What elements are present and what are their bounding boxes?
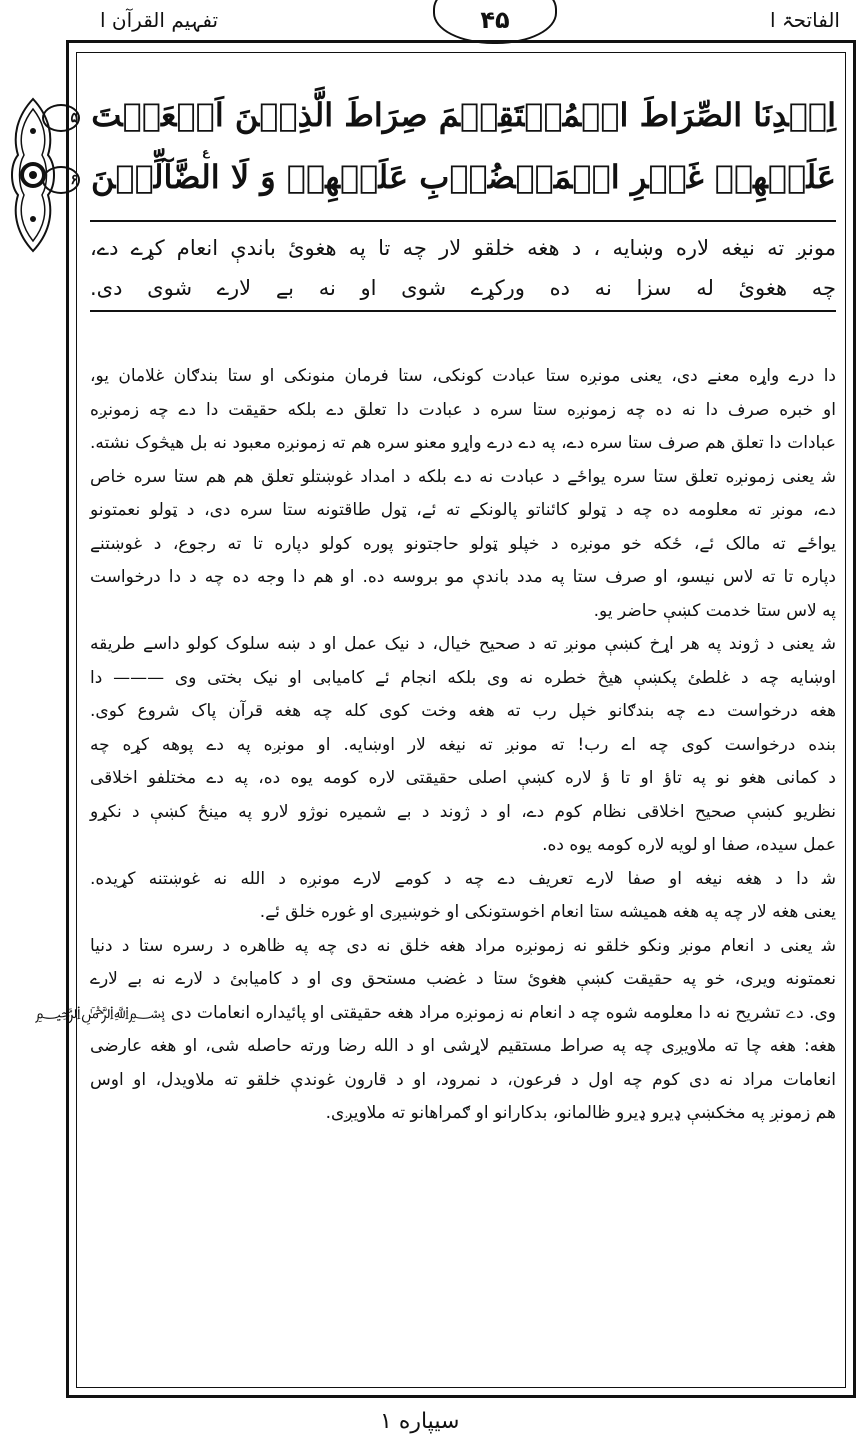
commentary-line: د کمانی هغو نو په تاؤ او تا ؤ لاره کښې اصلی حقیقتی لاره کومه یوه ده، په دے مختلفو اخلاقی [90, 768, 836, 788]
page-number-badge [433, 0, 557, 44]
commentary-line: ﺷ دا د هغه نیغه او صفا لارے تعریف دے چه د کومے لارے مونږه د الله نه غوښتنه کړیده. [90, 868, 836, 889]
verse-text-1: اِھۡدِنَا الصِّرَاطَ الۡمُسۡتَقِیۡمَ صِرَاطَ الَّذِیۡنَ اَنۡعَمۡتَ [91, 96, 836, 134]
commentary-line: او خبره صرف دا نه ده چه زمونږه ستا سره د عبادت دا تعلق دے بلکه حقیقت دا دے چه زمونږه [90, 399, 836, 420]
commentary-line: دا درے واړه معنے دی، یعنی مونږه ستا عبادت کونکی، ستا فرمان منونکی او ستا بندګان غلامان یو، [90, 366, 836, 386]
page-footer [0, 1405, 864, 1445]
commentary-line: ﺷ یعنی زمونږه تعلق ستا سره یواځے د عبادت نه دے بلکه د امداد غوښتلو تعلق هم هم ستا سره خاص [90, 466, 836, 487]
commentary-line: دے، مونږ ته معلومه ده چه د ټولو کائناتو پالونکے ته ئے، ټول طاقتونه ستا سره دی، د ټولو نعمتونو [90, 500, 836, 520]
quran-verse-block [70, 84, 836, 222]
page-header [0, 0, 864, 40]
commentary-line: ﺷ یعنی د ژوند په هر اړخ کښې مونږ ته د صحیح خیال، د نیک عمل او د ښه سلوک کولو داسے طریقه [90, 634, 836, 654]
translation-block [90, 228, 836, 312]
commentary-line: هغه: هغه چا ته ملاویږی چه په صراط مستقیم لاړشی او د الله رضا ورته حاصله شی، او هغه عارضی [90, 1036, 836, 1056]
surah-title: الفاتحۃ ا [770, 8, 840, 32]
commentary-line: انعامات مراد نه دی کوم چه اول د فرعون، د نمرود، او د قارون غوندې خلقو ته ملاویدل، او اوس [90, 1069, 836, 1090]
commentary-line: بنده درخواست کوی چه اے رب! ته مونږ ته نیغه لار اوښایه. او مونږه په دے پوهه کړه چه [90, 734, 836, 755]
commentary-line: هغه درخواست دے چه بندګانو خپل رب ته هغه وخت کوی کله چه هغه قرآن پاک شروع کوی. [90, 701, 836, 721]
commentary-line: نظریو کښې صحیح اخلاقی نظام کوم دے، او د ژوند د بے شمیره نوژو لارو په مینځ کښې د نکړو [90, 801, 836, 822]
verse-text-2: عَلَیۡھِمۡ غَیۡرِ الۡمَغۡضُوۡبِ عَلَیۡھِمۡ وَ لَا الضَّآلِّیۡنَ [91, 158, 836, 196]
translation-line-1: مونږ ته نیغه لاره وښایه ، د هغه خلقو لار چه تا په هغوئ باندې انعام کړے دے، [90, 236, 836, 260]
commentary-line: دپاره تا ته لاس نیسو، او صرف ستا په مدد باندې مو بروسه ده. او هم دا وجه ده چه د دا درخواست [90, 567, 836, 587]
verse-end-marker-5: ۵ [42, 104, 80, 132]
commentary-line: یعنی هغه لار چه په هغه همیشه ستا انعام اخوستونکی او خوښیږی او غوره خلق ئے. [259, 902, 836, 922]
commentary-line: په لاس ستا خدمت کښې حاضر یو. [593, 600, 836, 621]
verse-line-1 [70, 84, 836, 146]
verse-end-marker-6: ۶ [42, 166, 80, 194]
commentary-line: نعمتونه ویری، خو په حقیقت کښې هغوئ ستا د غضب مستحق وی او د کامیابئ د لارے نه بے لارے [90, 969, 836, 989]
commentary-line: اوښایه چه د غلطئ پکښې هیڅ خطره نه وی بلکه انجام ئے کامیابی او نیک بختی وی ——— دا [90, 667, 836, 688]
ruku-marker: ع [202, 146, 210, 159]
commentary-line: وی. دے تشریح نه دا معلومه شوه چه د انعام نه زمونږه مراد هغه حقیقتی او پائیداره انعامات دی ﷽ [34, 1002, 836, 1023]
commentary-block [34, 360, 836, 1131]
commentary-line: عمل سیده، صفا او لویه لاره کومه یوه ده. [542, 835, 836, 855]
commentary-line: هم زمونږ په مخکښې ډیرو ډیرو ظالمانو، بدکارانو او ګمراهانو ته ملاویږی. [325, 1103, 836, 1123]
commentary-line: یواځے ته مالک ئے، ځکه خو مونږه د خپلو ټولو حاجتونو پوره کولو دپاره تا ته رجوع، د غوښتنے [90, 533, 836, 554]
commentary-line: ﺷ یعنی د انعام مونږ ونکو خلقو نه زمونږه مراد هغه خلق نه دی چه په ظاهره د رسره ستا د دنیا [90, 935, 836, 956]
translation-line-2: چه هغوئ له سزا نه ده ورکړے شوی او نه بے لارے شوی دی. [90, 276, 836, 300]
para-label: سیپاره ۱ [380, 1409, 460, 1434]
commentary-line: عبادات دا تعلق هم صرف ستا سره دے، په دے درے واړو معنو سره هم ته زمونږه معبود نه بل هیڅوک نشته. [90, 433, 836, 453]
book-title: تفہیم القرآن ا [100, 8, 219, 32]
page-number: ۴۵ [480, 6, 510, 34]
